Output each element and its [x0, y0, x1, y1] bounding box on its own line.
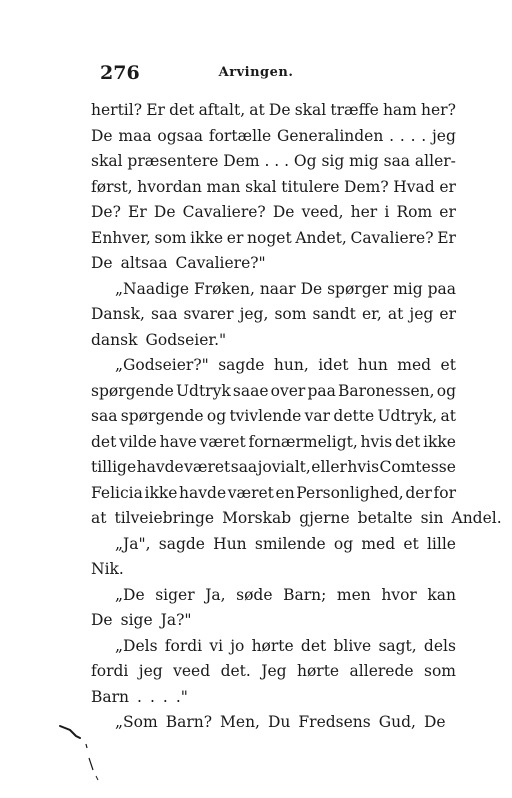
page-number: 276 — [100, 62, 140, 84]
text-line: De altsaa Cavaliere?" — [91, 254, 266, 272]
text-line: Dansk, saa svarer jeg, som sandt er, at jeg er — [91, 305, 456, 323]
text-line: „Ja", sagde Hun smilende og med et lille — [115, 534, 456, 553]
text-line: „Naadige Frøken, naar De spørger mig paa — [115, 279, 456, 298]
text-line: skal præsentere Dem . . . Og sig mig saa aller- — [91, 152, 456, 170]
text-line: dansk Godseier." — [91, 330, 227, 349]
text-line: saa spørgende og tvivlende var dette Udtryk, at — [91, 407, 456, 425]
paragraph — [91, 98, 456, 277]
text-line: Enhver, som ikke er noget Andet, Cavaliere? Er — [91, 228, 456, 247]
text-line: „Som Barn? Men, Du Fredsens Gud, De — [115, 713, 446, 731]
text-line: at tilveiebringe Morskab gjerne betalte sin Andel. — [91, 509, 502, 527]
text-line: De maa ogsaa fortælle Generalinden . . . . jeg — [91, 126, 456, 145]
text-line: De sige Ja?" — [91, 611, 192, 629]
text-line: hertil? Er det aftalt, at De skal træffe ham her? — [91, 101, 456, 119]
text-line: Barn . . . ." — [91, 687, 188, 706]
running-title: Arvingen. — [218, 65, 294, 80]
text-line: tillige havde været saa jovialt, eller hvis Comtesse — [91, 458, 456, 476]
paragraph — [91, 583, 456, 634]
paragraph — [91, 277, 456, 354]
paragraph — [91, 353, 502, 532]
body-text — [91, 98, 502, 736]
text-line: spørgende Udtryk saae over paa Baronessen, og — [91, 381, 456, 400]
text-line: fordi jeg veed det. Jeg hørte allerede som — [91, 662, 456, 680]
text-line: „Godseier?" sagde hun, idet hun med et — [115, 356, 456, 374]
text-line: „De siger Ja, søde Barn; men hvor kan — [115, 585, 456, 604]
paragraph — [91, 710, 456, 736]
paragraph — [91, 532, 456, 583]
text-line: først, hvordan man skal titulere Dem? Hvad er — [91, 177, 456, 196]
text-line: De? Er De Cavaliere? De veed, her i Rom er — [91, 203, 456, 221]
paragraph — [91, 634, 456, 711]
text-line: det vilde have været fornærmeligt, hvis det ikke — [91, 432, 456, 451]
text-line: „Dels fordi vi jo hørte det blive sagt, dels — [115, 636, 456, 655]
text-line: Felicia ikke havde været en Personlighed, der for — [91, 483, 456, 502]
text-line: Nik. — [91, 560, 124, 578]
pencil-mark — [58, 724, 118, 784]
